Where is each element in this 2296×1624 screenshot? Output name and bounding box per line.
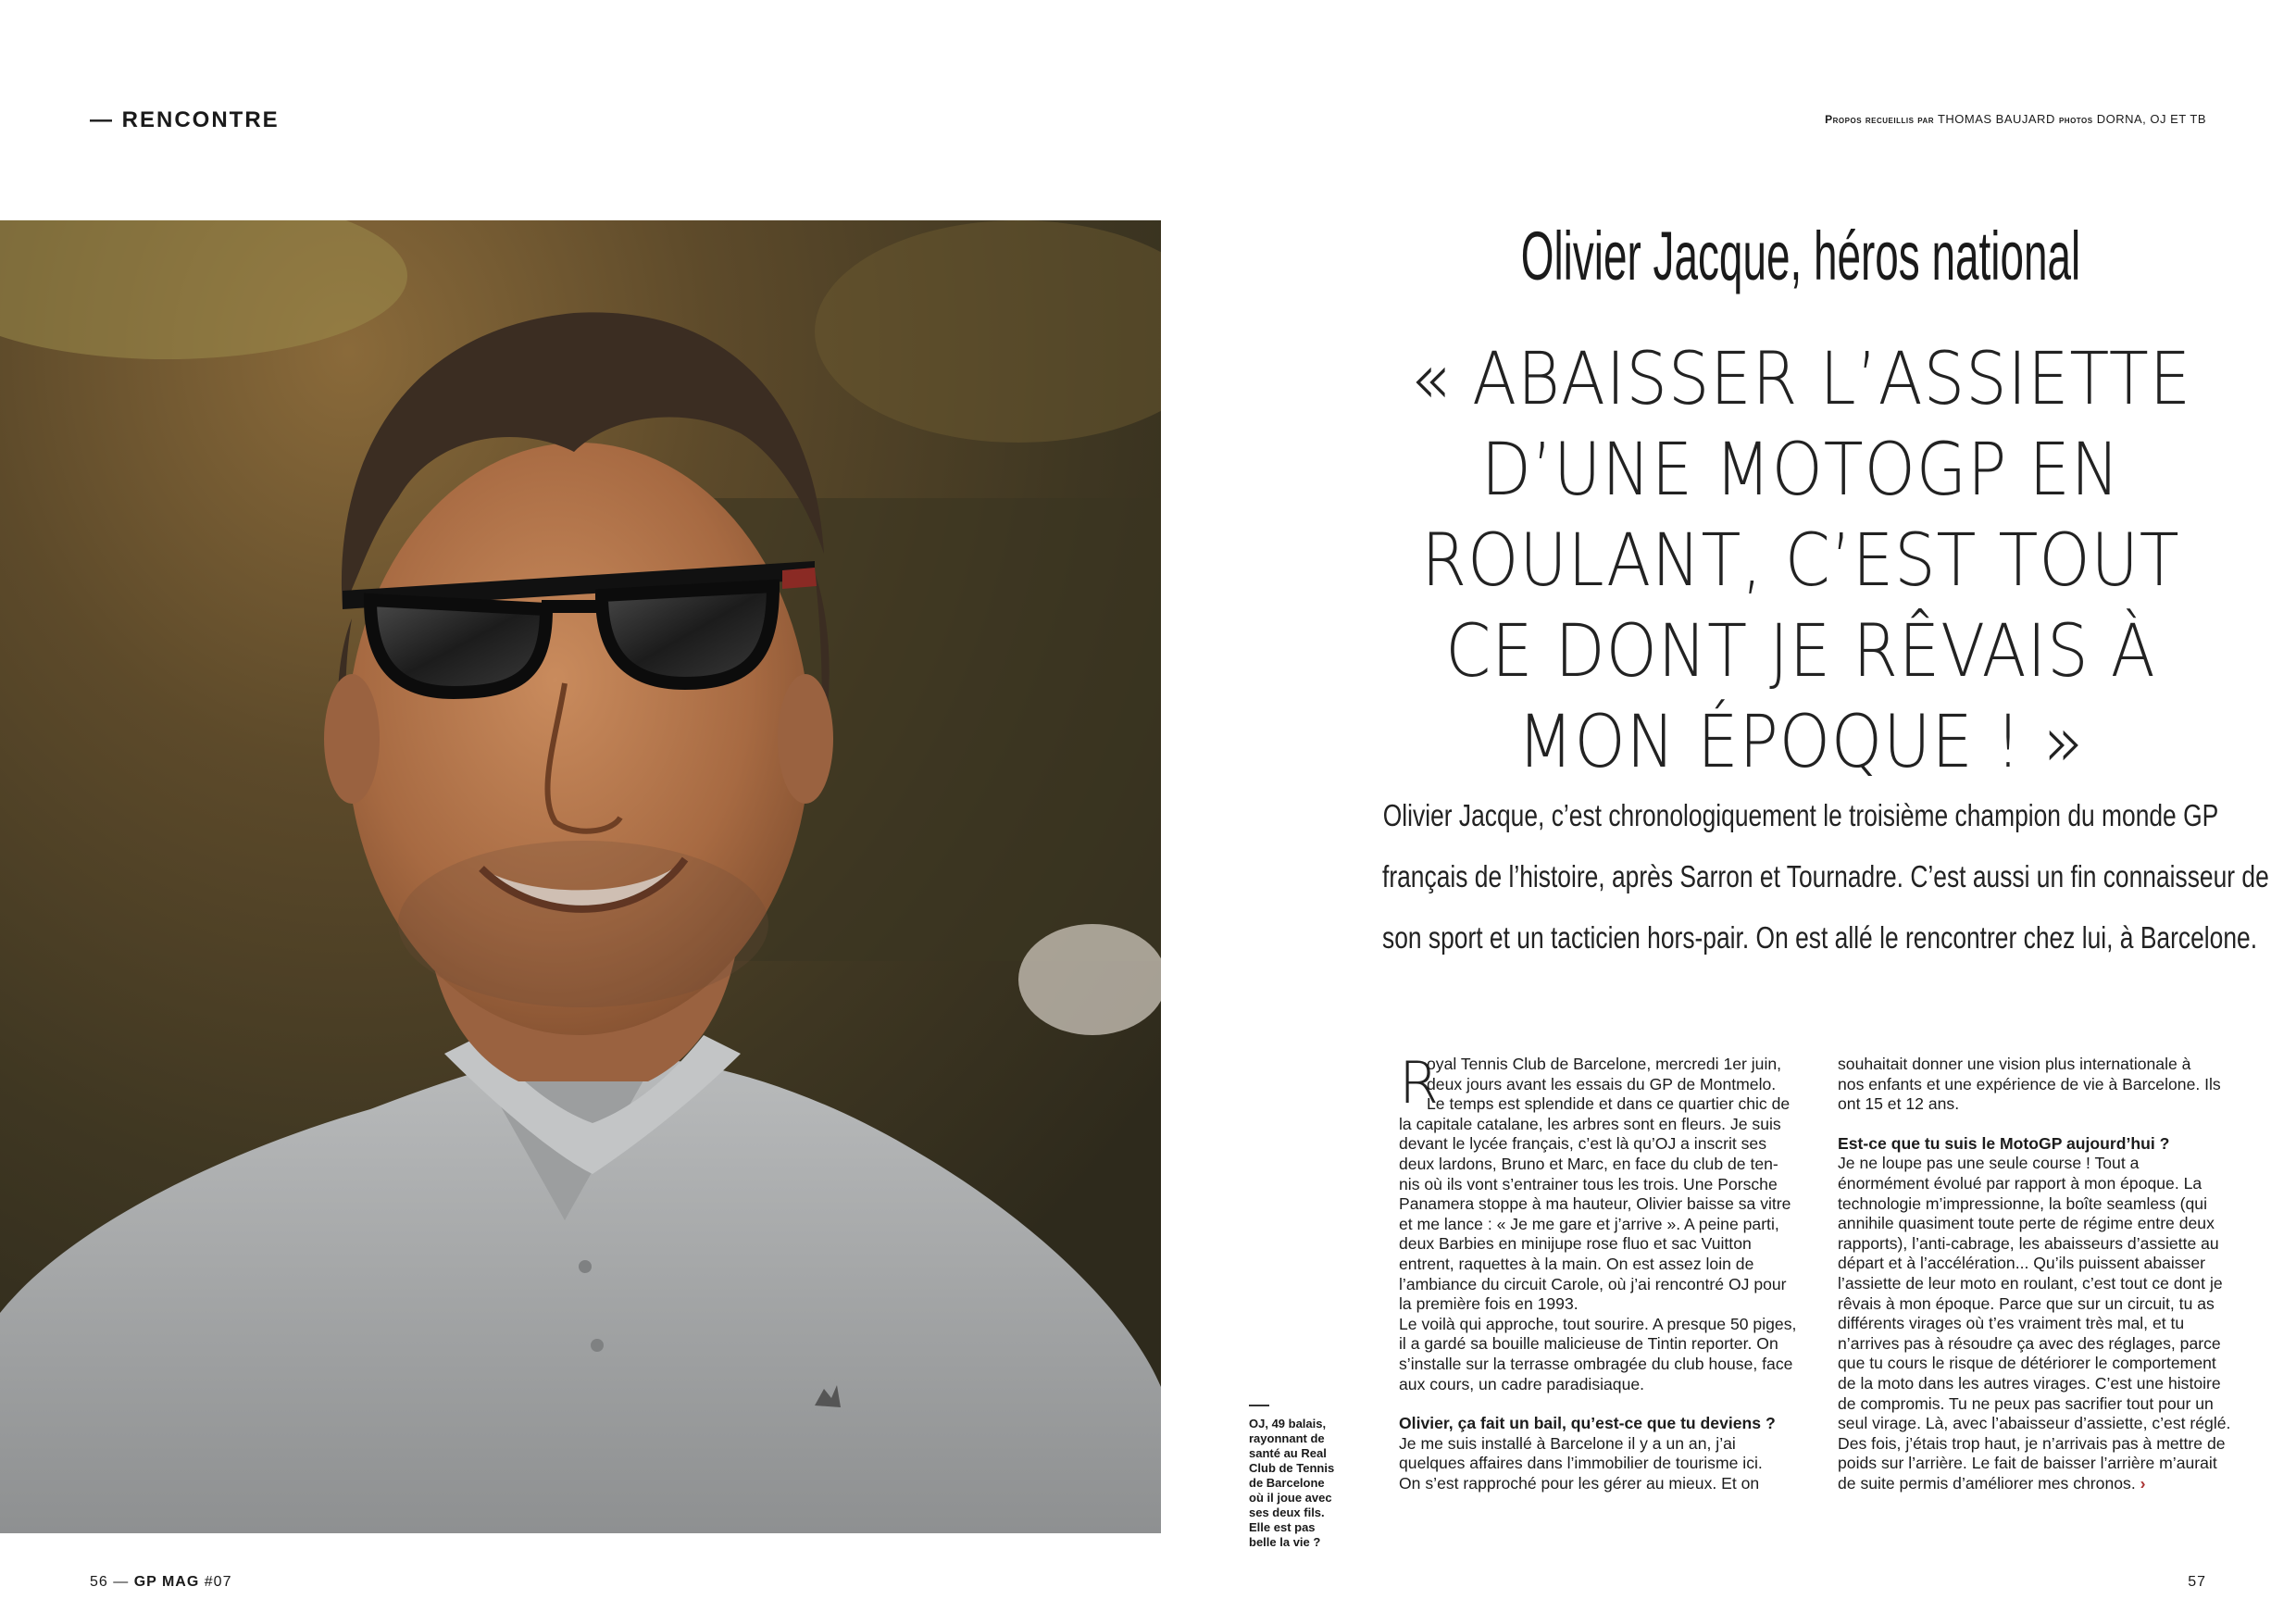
portrait-illustration [0,220,1161,1533]
credit-interview-name: THOMAS BAUJARD [1937,112,2055,126]
article-line: et me lance : « Je me gare et j’arrive ». A peine parti, [1399,1214,1779,1233]
article-line: nos enfants et une expérience de vie à Barcelone. Ils [1838,1074,2221,1093]
article-line: n’arrives pas à résoudre ça avec des réglages, parce [1838,1333,2221,1353]
continue-arrow-icon: › [2140,1473,2146,1493]
headline-quote-line: MON ÉPOQUE ! » [1517,701,2084,784]
article-line: On s’est rapproché pour les gérer au mieux. Et on [1399,1473,1760,1493]
article-line-text: de suite permis d’améliorer mes chronos. [1838,1473,2136,1493]
intro-line: Olivier Jacque, c’est chronologiquement le troisième champion du monde GP [1382,798,2219,832]
photo-credits [1825,112,2206,126]
article-line: rêvais à mon époque. Parce que sur un circuit, tu as [1838,1293,2215,1313]
article-line: oyal Tennis Club de Barcelone, mercredi 1er juin, [1427,1055,1782,1073]
article-line: souhaitait donner une vision plus internationale à [1838,1055,2191,1073]
article-line: la première fois en 1993. [1399,1294,1578,1314]
headline-quote-line: D’UNE MOTOGP EN [1480,429,2121,512]
article-line: poids sur l’arrière. Le fait de baisser l’arrière m’aurait [1838,1454,2217,1473]
article-line: Je me suis installé à Barcelone il y a un an, j’ai [1399,1433,1736,1453]
article-line: deux Barbies en minijupe rose fluo et sac Vuitton [1399,1234,1752,1254]
article-line: rapports), l’anti-cabrage, les abaisseurs d’assiette au [1838,1233,2219,1253]
credit-photo-label: photos [2058,113,2093,126]
article-line: il a gardé sa bouille malicieuse de Tintin reporter. On [1399,1334,1778,1354]
folio-left [90,1574,231,1591]
headline-quote-line: CE DONT JE RÊVAIS À [1445,610,2156,693]
article-line: technologie m’impressionne, la boîte seamless (qui [1838,1193,2207,1213]
article-column-1 [1399,1049,1803,1493]
credit-interview-label: Propos recueillis par [1825,113,1935,126]
article-line: que tu cours le risque de détériorer le comportement [1838,1354,2216,1373]
article-line: s’installe sur la terrasse ombragée du club house, face [1399,1354,1793,1373]
caption-rule [1249,1405,1269,1406]
article-line: l’assiette de leur moto en roulant, c’est tout ce dont je [1838,1273,2223,1293]
article-line: entrent, raquettes à la main. On est assez loin de [1399,1254,1754,1273]
article-line: de la moto dans les autres virages. C’est une histoire [1838,1373,2221,1393]
article-line: différents virages où t’es vraiment très mal, et tu [1838,1314,2185,1333]
article-line: départ et à l’accélération... Qu’ils puissent abaisser [1838,1254,2206,1273]
page-number-left: 56 [90,1574,108,1590]
kicker-title: Olivier Jacque, héros national [1520,218,2081,294]
article-line: Le temps est splendide et dans ce quartier chic de [1427,1094,1791,1114]
article-line: devant le lycée français, c’est là qu’OJ a inscrit ses [1399,1134,1767,1154]
article-line: ont 15 et 12 ans. [1838,1094,1960,1114]
article-line: annihile quasiment toute perte de régime entre deux [1838,1214,2215,1233]
article-line: Des fois, j’étais trop haut, je n’arrivais pas à mettre de [1838,1433,2226,1453]
credit-photo-names: DORNA, OJ ET TB [2096,112,2206,126]
photo-caption: OJ, 49 balais, rayonnant de santé au Real Club de Tennis de Barcelone où il joue avec ses deux fils. Elle est pas belle la vie ? [1249,1417,1335,1549]
interview-question: Est-ce que tu suis le MotoGP aujourd’hui ? [1838,1133,2170,1153]
intro-line: français de l’histoire, après Sarron et Tournadre. C’est aussi un fin connaisseur de [1382,859,2269,893]
article-line: la capitale catalane, les arbres sont en fleurs. Je suis [1399,1114,1781,1133]
article-line: deux lardons, Bruno et Marc, en face du club de ten- [1399,1154,1778,1173]
headline-quote-line: ROULANT, C’EST TOUT [1421,519,2180,603]
portrait-photo [0,220,1161,1533]
article-line: seul virage. Là, avec l’abaisseur d’assiette, c’est réglé. [1838,1414,2231,1433]
article-line: l’ambiance du circuit Carole, où j’ai rencontré OJ pour [1399,1274,1787,1293]
article-column-2 [1838,1055,2241,1493]
article-line: aux cours, un cadre paradisiaque. [1399,1374,1645,1393]
article-line: Le voilà qui approche, tout sourire. A presque 50 piges, [1399,1314,1797,1333]
article-line: énormément évolué par rapport à mon époque. La [1838,1173,2202,1193]
article-line: quelques affaires dans l’immobilier de tourisme ici. [1399,1454,1763,1473]
article-line: nis où ils vont s’entrainer tous les trois. Une Porsche [1399,1174,1778,1193]
headline-quote-line: « ABAISSER L’ASSIETTE [1410,338,2191,421]
article-line-last [1838,1474,2241,1494]
magazine-name: GP MAG [133,1574,200,1590]
article-line: Je ne loupe pas une seule course ! Tout a [1838,1154,2140,1173]
intro-line: son sport et un tacticien hors-pair. On est allé le rencontrer chez lui, à Barcelone. [1382,920,2258,955]
folio-dash: — [113,1574,134,1590]
article-line: de compromis. Tu ne peux pas sacrifier tout pour un [1838,1393,2214,1413]
page-number-right: 57 [2188,1574,2206,1590]
drop-cap: R [1399,1049,1440,1117]
article-line: deux jours avant les essais du GP de Montmelo. [1427,1074,1777,1093]
section-tag: — RENCONTRE [90,107,280,132]
article-line: Panamera stoppe à ma hauteur, Olivier baisse sa vitre [1399,1194,1791,1214]
interview-question: Olivier, ça fait un bail, qu’est-ce que tu deviens ? [1399,1414,1776,1433]
issue-number: #07 [204,1574,232,1590]
